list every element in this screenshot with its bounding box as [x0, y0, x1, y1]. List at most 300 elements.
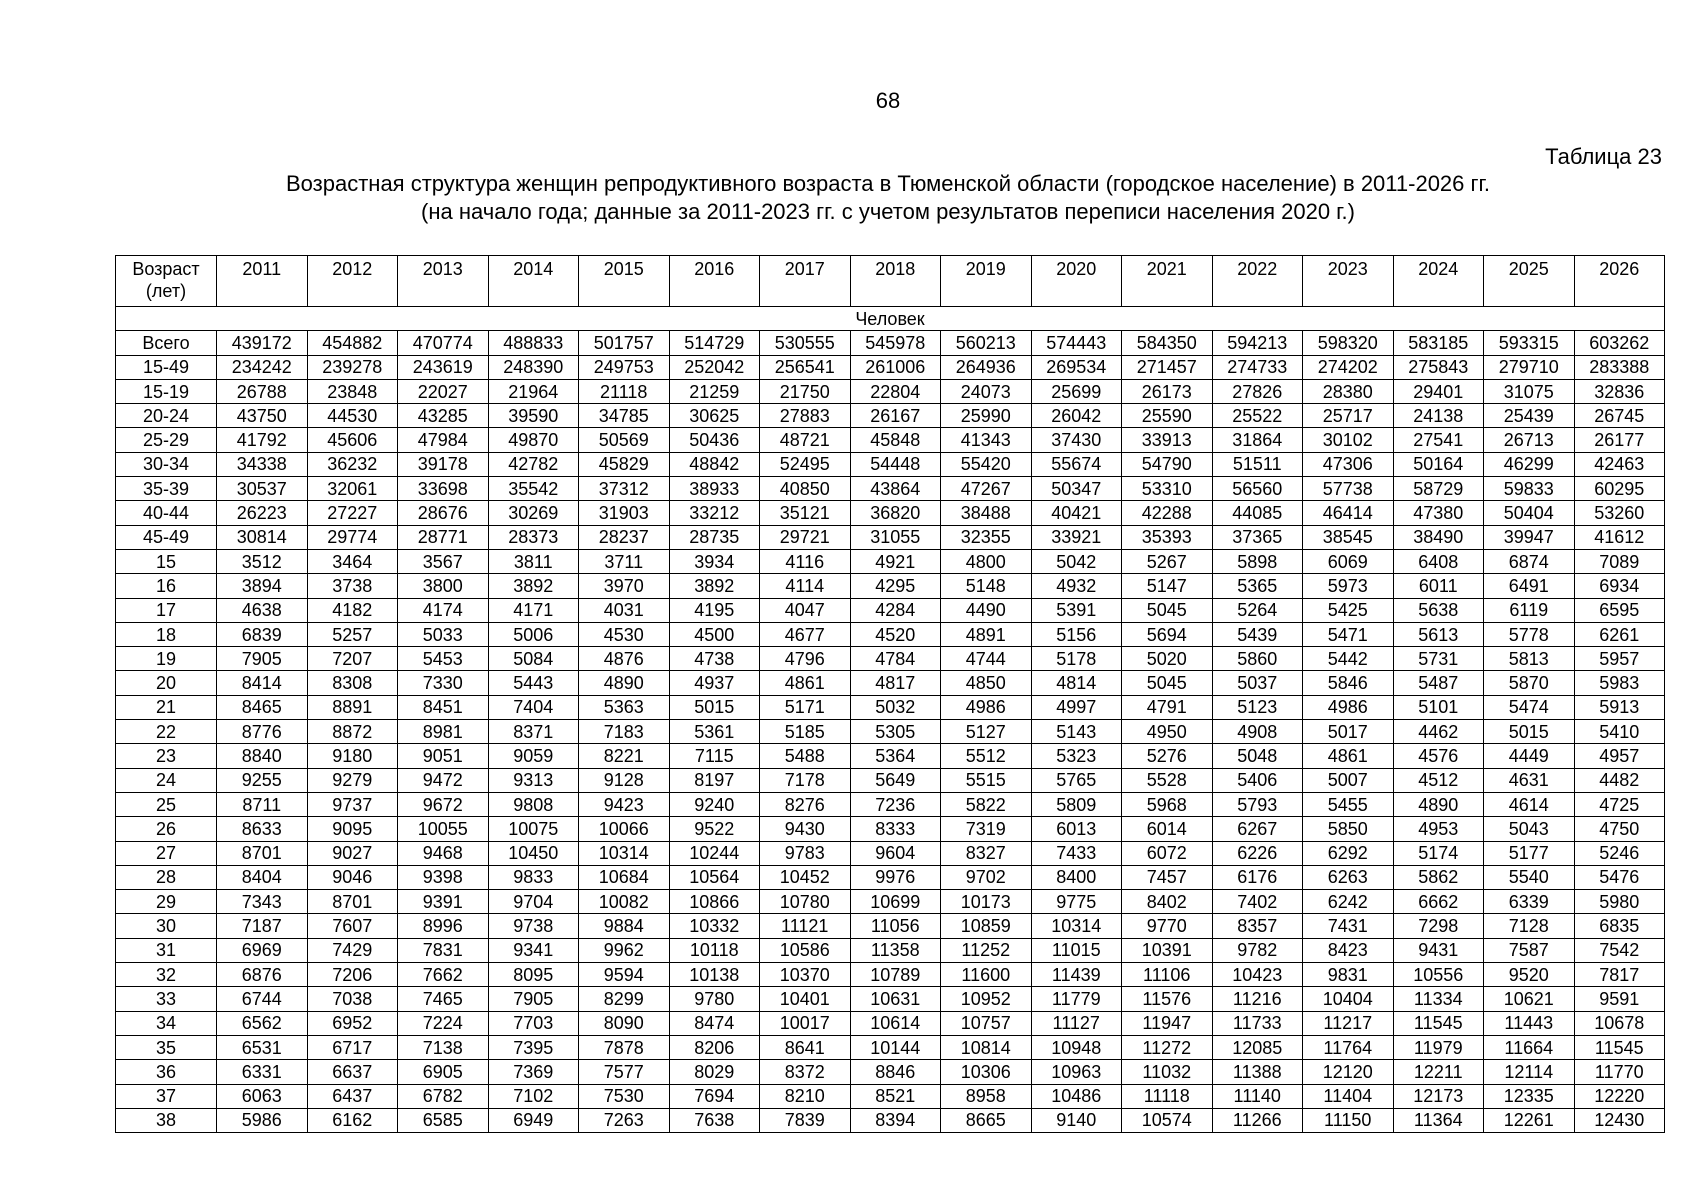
value-cell: 11364 [1393, 1108, 1484, 1132]
value-cell: 5033 [398, 622, 489, 646]
value-cell: 7839 [760, 1108, 851, 1132]
table-row [116, 768, 1665, 792]
value-cell: 47380 [1393, 501, 1484, 525]
value-cell: 10586 [760, 938, 851, 962]
value-cell: 4796 [760, 647, 851, 671]
value-cell: 10244 [669, 841, 760, 865]
value-cell: 26713 [1484, 428, 1575, 452]
value-cell: 11545 [1393, 1011, 1484, 1035]
value-cell: 6119 [1484, 598, 1575, 622]
value-cell: 6072 [1122, 841, 1213, 865]
value-cell: 12220 [1574, 1084, 1665, 1108]
value-cell: 5264 [1212, 598, 1303, 622]
value-cell: 4284 [850, 598, 941, 622]
value-cell: 41792 [217, 428, 308, 452]
value-cell: 8665 [941, 1108, 1032, 1132]
value-cell: 43285 [398, 404, 489, 428]
value-cell: 35393 [1122, 525, 1213, 549]
value-cell: 5171 [760, 695, 851, 719]
age-cell: Всего [116, 331, 217, 355]
table-row [116, 720, 1665, 744]
age-cell: 31 [116, 938, 217, 962]
value-cell: 4932 [1031, 574, 1122, 598]
value-cell: 10066 [579, 817, 670, 841]
value-cell: 8414 [217, 671, 308, 695]
value-cell: 256541 [760, 355, 851, 379]
value-cell: 11150 [1303, 1108, 1394, 1132]
value-cell: 50347 [1031, 477, 1122, 501]
value-cell: 5127 [941, 720, 1032, 744]
value-cell: 5973 [1303, 574, 1394, 598]
value-cell: 26788 [217, 379, 308, 403]
value-cell: 5515 [941, 768, 1032, 792]
value-cell: 9255 [217, 768, 308, 792]
value-cell: 4891 [941, 622, 1032, 646]
value-cell: 4791 [1122, 695, 1213, 719]
value-cell: 9780 [669, 987, 760, 1011]
value-cell: 42463 [1574, 452, 1665, 476]
value-cell: 5512 [941, 744, 1032, 768]
value-cell: 30269 [488, 501, 579, 525]
value-cell: 4784 [850, 647, 941, 671]
value-cell: 9279 [307, 768, 398, 792]
value-cell: 11127 [1031, 1011, 1122, 1035]
age-cell: 26 [116, 817, 217, 841]
value-cell: 6949 [488, 1108, 579, 1132]
table-header-row [116, 256, 1665, 307]
value-cell: 11443 [1484, 1011, 1575, 1035]
value-cell: 11764 [1303, 1035, 1394, 1059]
value-cell: 28237 [579, 525, 670, 549]
table-row [116, 574, 1665, 598]
value-cell: 11733 [1212, 1011, 1303, 1035]
value-cell: 7542 [1574, 938, 1665, 962]
value-cell: 4530 [579, 622, 670, 646]
table-label: Таблица 23 [1545, 144, 1662, 169]
value-cell: 7817 [1574, 963, 1665, 987]
value-cell: 9240 [669, 792, 760, 816]
value-cell: 7402 [1212, 890, 1303, 914]
value-cell: 12430 [1574, 1108, 1665, 1132]
value-cell: 10314 [579, 841, 670, 865]
value-cell: 39178 [398, 452, 489, 476]
value-cell: 4953 [1393, 817, 1484, 841]
age-cell: 20-24 [116, 404, 217, 428]
value-cell: 9398 [398, 865, 489, 889]
value-cell: 29721 [760, 525, 851, 549]
value-cell: 40421 [1031, 501, 1122, 525]
value-cell: 41612 [1574, 525, 1665, 549]
value-cell: 10017 [760, 1011, 851, 1035]
value-cell: 28735 [669, 525, 760, 549]
value-cell: 4890 [579, 671, 670, 695]
table-row [116, 1108, 1665, 1132]
value-cell: 4861 [760, 671, 851, 695]
value-cell: 8840 [217, 744, 308, 768]
value-cell: 4850 [941, 671, 1032, 695]
value-cell: 31055 [850, 525, 941, 549]
value-cell: 5020 [1122, 647, 1213, 671]
value-cell: 4921 [850, 549, 941, 573]
value-cell: 8846 [850, 1060, 941, 1084]
value-cell: 7703 [488, 1011, 579, 1035]
value-cell: 6595 [1574, 598, 1665, 622]
value-cell: 10332 [669, 914, 760, 938]
value-cell: 274202 [1303, 355, 1394, 379]
value-cell: 38488 [941, 501, 1032, 525]
table-row [116, 1011, 1665, 1035]
value-cell: 5986 [217, 1108, 308, 1132]
value-cell: 9976 [850, 865, 941, 889]
value-cell: 4520 [850, 622, 941, 646]
table-row [116, 671, 1665, 695]
year-column-header: 2023 [1303, 256, 1394, 307]
value-cell: 603262 [1574, 331, 1665, 355]
value-cell: 5006 [488, 622, 579, 646]
value-cell: 5101 [1393, 695, 1484, 719]
value-cell: 7206 [307, 963, 398, 987]
value-cell: 5391 [1031, 598, 1122, 622]
value-cell: 35121 [760, 501, 851, 525]
value-cell: 5267 [1122, 549, 1213, 573]
value-cell: 60295 [1574, 477, 1665, 501]
value-cell: 10118 [669, 938, 760, 962]
value-cell: 279710 [1484, 355, 1575, 379]
value-cell: 5850 [1303, 817, 1394, 841]
value-cell: 5174 [1393, 841, 1484, 865]
value-cell: 4677 [760, 622, 851, 646]
value-cell: 7038 [307, 987, 398, 1011]
value-cell: 7138 [398, 1035, 489, 1059]
value-cell: 58729 [1393, 477, 1484, 501]
value-cell: 5778 [1484, 622, 1575, 646]
value-cell: 31864 [1212, 428, 1303, 452]
value-cell: 25990 [941, 404, 1032, 428]
value-cell: 6162 [307, 1108, 398, 1132]
value-cell: 55674 [1031, 452, 1122, 476]
value-cell: 6782 [398, 1084, 489, 1108]
value-cell: 7465 [398, 987, 489, 1011]
value-cell: 53310 [1122, 477, 1213, 501]
value-cell: 6242 [1303, 890, 1394, 914]
value-cell: 8958 [941, 1084, 1032, 1108]
age-cell: 29 [116, 890, 217, 914]
value-cell: 4174 [398, 598, 489, 622]
value-cell: 6014 [1122, 817, 1213, 841]
value-cell: 52495 [760, 452, 851, 476]
value-cell: 5443 [488, 671, 579, 695]
value-cell: 4614 [1484, 792, 1575, 816]
table-row [116, 744, 1665, 768]
value-cell: 5442 [1303, 647, 1394, 671]
value-cell: 6408 [1393, 549, 1484, 573]
value-cell: 11576 [1122, 987, 1213, 1011]
value-cell: 43750 [217, 404, 308, 428]
value-cell: 7607 [307, 914, 398, 938]
value-cell: 6176 [1212, 865, 1303, 889]
value-cell: 6662 [1393, 890, 1484, 914]
value-cell: 11118 [1122, 1084, 1213, 1108]
value-cell: 22027 [398, 379, 489, 403]
value-cell: 6835 [1574, 914, 1665, 938]
table-row [116, 525, 1665, 549]
value-cell: 7319 [941, 817, 1032, 841]
value-cell: 3738 [307, 574, 398, 598]
value-cell: 4576 [1393, 744, 1484, 768]
value-cell: 9423 [579, 792, 670, 816]
value-cell: 9027 [307, 841, 398, 865]
value-cell: 45606 [307, 428, 398, 452]
value-cell: 5638 [1393, 598, 1484, 622]
value-cell: 37312 [579, 477, 670, 501]
value-cell: 5361 [669, 720, 760, 744]
value-cell: 24138 [1393, 404, 1484, 428]
table-row [116, 1084, 1665, 1108]
value-cell: 8474 [669, 1011, 760, 1035]
value-cell: 4482 [1574, 768, 1665, 792]
year-column-header: 2011 [217, 256, 308, 307]
value-cell: 29401 [1393, 379, 1484, 403]
table-row [116, 914, 1665, 938]
value-cell: 11358 [850, 938, 941, 962]
value-cell: 10757 [941, 1011, 1032, 1035]
value-cell: 30102 [1303, 428, 1394, 452]
value-cell: 239278 [307, 355, 398, 379]
year-column-header: 2014 [488, 256, 579, 307]
table-row [116, 1060, 1665, 1084]
value-cell: 530555 [760, 331, 851, 355]
value-cell: 33913 [1122, 428, 1213, 452]
value-cell: 9704 [488, 890, 579, 914]
value-cell: 46299 [1484, 452, 1575, 476]
value-cell: 9313 [488, 768, 579, 792]
page-number: 68 [875, 88, 901, 113]
value-cell: 283388 [1574, 355, 1665, 379]
value-cell: 8465 [217, 695, 308, 719]
value-cell: 24073 [941, 379, 1032, 403]
value-cell: 9059 [488, 744, 579, 768]
age-cell: 22 [116, 720, 217, 744]
value-cell: 4182 [307, 598, 398, 622]
value-cell: 6491 [1484, 574, 1575, 598]
value-cell: 10952 [941, 987, 1032, 1011]
value-cell: 7115 [669, 744, 760, 768]
value-cell: 11106 [1122, 963, 1213, 987]
value-cell: 7224 [398, 1011, 489, 1035]
value-cell: 42288 [1122, 501, 1213, 525]
value-cell: 5488 [760, 744, 851, 768]
age-cell: 30-34 [116, 452, 217, 476]
value-cell: 10370 [760, 963, 851, 987]
value-cell: 22804 [850, 379, 941, 403]
value-cell: 29774 [307, 525, 398, 549]
value-cell: 3711 [579, 549, 670, 573]
value-cell: 5177 [1484, 841, 1575, 865]
value-cell: 5793 [1212, 792, 1303, 816]
age-cell: 27 [116, 841, 217, 865]
age-cell: 15 [116, 549, 217, 573]
age-cell: 28 [116, 865, 217, 889]
value-cell: 10859 [941, 914, 1032, 938]
year-column-header: 2020 [1031, 256, 1122, 307]
value-cell: 5257 [307, 622, 398, 646]
value-cell: 9702 [941, 865, 1032, 889]
value-cell: 8197 [669, 768, 760, 792]
value-cell: 10055 [398, 817, 489, 841]
value-cell: 4738 [669, 647, 760, 671]
value-cell: 5471 [1303, 622, 1394, 646]
value-cell: 8404 [217, 865, 308, 889]
value-cell: 275843 [1393, 355, 1484, 379]
value-cell: 50569 [579, 428, 670, 452]
age-cell: 15-19 [116, 379, 217, 403]
value-cell: 25699 [1031, 379, 1122, 403]
value-cell: 7404 [488, 695, 579, 719]
value-cell: 5363 [579, 695, 670, 719]
value-cell: 4750 [1574, 817, 1665, 841]
value-cell: 32836 [1574, 379, 1665, 403]
value-cell: 32061 [307, 477, 398, 501]
value-cell: 39947 [1484, 525, 1575, 549]
value-cell: 7638 [669, 1108, 760, 1132]
value-cell: 4744 [941, 647, 1032, 671]
value-cell: 6263 [1303, 865, 1394, 889]
value-cell: 5487 [1393, 671, 1484, 695]
year-column-header: 2015 [579, 256, 670, 307]
value-cell: 6876 [217, 963, 308, 987]
value-cell: 50164 [1393, 452, 1484, 476]
value-cell: 9472 [398, 768, 489, 792]
value-cell: 5453 [398, 647, 489, 671]
value-cell: 11770 [1574, 1060, 1665, 1084]
value-cell: 9520 [1484, 963, 1575, 987]
value-cell: 12114 [1484, 1060, 1575, 1084]
value-cell: 10678 [1574, 1011, 1665, 1035]
value-cell: 6267 [1212, 817, 1303, 841]
value-cell: 4986 [1303, 695, 1394, 719]
value-cell: 25522 [1212, 404, 1303, 428]
value-cell: 28676 [398, 501, 489, 525]
year-column-header: 2017 [760, 256, 851, 307]
value-cell: 25590 [1122, 404, 1213, 428]
age-cell: 19 [116, 647, 217, 671]
value-cell: 7298 [1393, 914, 1484, 938]
value-cell: 9831 [1303, 963, 1394, 987]
year-column-header: 2018 [850, 256, 941, 307]
value-cell: 5968 [1122, 792, 1213, 816]
age-cell: 38 [116, 1108, 217, 1132]
value-cell: 8633 [217, 817, 308, 841]
value-cell: 252042 [669, 355, 760, 379]
value-cell: 5898 [1212, 549, 1303, 573]
value-cell: 9783 [760, 841, 851, 865]
age-cell: 21 [116, 695, 217, 719]
table-row [116, 598, 1665, 622]
value-cell: 5860 [1212, 647, 1303, 671]
value-cell: 11056 [850, 914, 941, 938]
value-cell: 8333 [850, 817, 941, 841]
value-cell: 49870 [488, 428, 579, 452]
value-cell: 21964 [488, 379, 579, 403]
age-cell: 30 [116, 914, 217, 938]
value-cell: 7369 [488, 1060, 579, 1084]
value-cell: 7433 [1031, 841, 1122, 865]
value-cell: 6437 [307, 1084, 398, 1108]
value-cell: 4908 [1212, 720, 1303, 744]
value-cell: 11947 [1122, 1011, 1213, 1035]
value-cell: 11272 [1122, 1035, 1213, 1059]
value-cell: 11334 [1393, 987, 1484, 1011]
value-cell: 12335 [1484, 1084, 1575, 1108]
value-cell: 269534 [1031, 355, 1122, 379]
value-cell: 8357 [1212, 914, 1303, 938]
value-cell: 5862 [1393, 865, 1484, 889]
value-cell: 36232 [307, 452, 398, 476]
data-table [115, 255, 1665, 1133]
unit-row [116, 307, 1665, 331]
value-cell: 4462 [1393, 720, 1484, 744]
table-row [116, 404, 1665, 428]
year-column-header: 2013 [398, 256, 489, 307]
value-cell: 7662 [398, 963, 489, 987]
value-cell: 9051 [398, 744, 489, 768]
value-cell: 6063 [217, 1084, 308, 1108]
table-body [116, 307, 1665, 1133]
value-cell: 5015 [1484, 720, 1575, 744]
value-cell: 10082 [579, 890, 670, 914]
value-cell: 5043 [1484, 817, 1575, 841]
value-cell: 6717 [307, 1035, 398, 1059]
value-cell: 249753 [579, 355, 670, 379]
value-cell: 10780 [760, 890, 851, 914]
value-cell: 7178 [760, 768, 851, 792]
value-cell: 8308 [307, 671, 398, 695]
value-cell: 6013 [1031, 817, 1122, 841]
value-cell: 7330 [398, 671, 489, 695]
value-cell: 44530 [307, 404, 398, 428]
value-cell: 8981 [398, 720, 489, 744]
table-row [116, 477, 1665, 501]
value-cell: 6339 [1484, 890, 1575, 914]
value-cell: 4512 [1393, 768, 1484, 792]
value-cell: 8996 [398, 914, 489, 938]
value-cell: 7263 [579, 1108, 670, 1132]
value-cell: 38490 [1393, 525, 1484, 549]
value-cell: 261006 [850, 355, 941, 379]
value-cell: 50404 [1484, 501, 1575, 525]
value-cell: 9738 [488, 914, 579, 938]
value-cell: 8701 [217, 841, 308, 865]
value-cell: 38545 [1303, 525, 1394, 549]
unit-label: Человек [116, 307, 1665, 331]
value-cell: 5037 [1212, 671, 1303, 695]
value-cell: 5765 [1031, 768, 1122, 792]
value-cell: 42782 [488, 452, 579, 476]
value-cell: 4876 [579, 647, 670, 671]
value-cell: 38933 [669, 477, 760, 501]
value-cell: 10173 [941, 890, 1032, 914]
year-column-header: 2021 [1122, 256, 1213, 307]
value-cell: 4800 [941, 549, 1032, 573]
value-cell: 9391 [398, 890, 489, 914]
value-cell: 11032 [1122, 1060, 1213, 1084]
value-cell: 26042 [1031, 404, 1122, 428]
value-cell: 598320 [1303, 331, 1394, 355]
age-cell: 15-49 [116, 355, 217, 379]
value-cell: 7694 [669, 1084, 760, 1108]
value-cell: 47267 [941, 477, 1032, 501]
value-cell: 7187 [217, 914, 308, 938]
